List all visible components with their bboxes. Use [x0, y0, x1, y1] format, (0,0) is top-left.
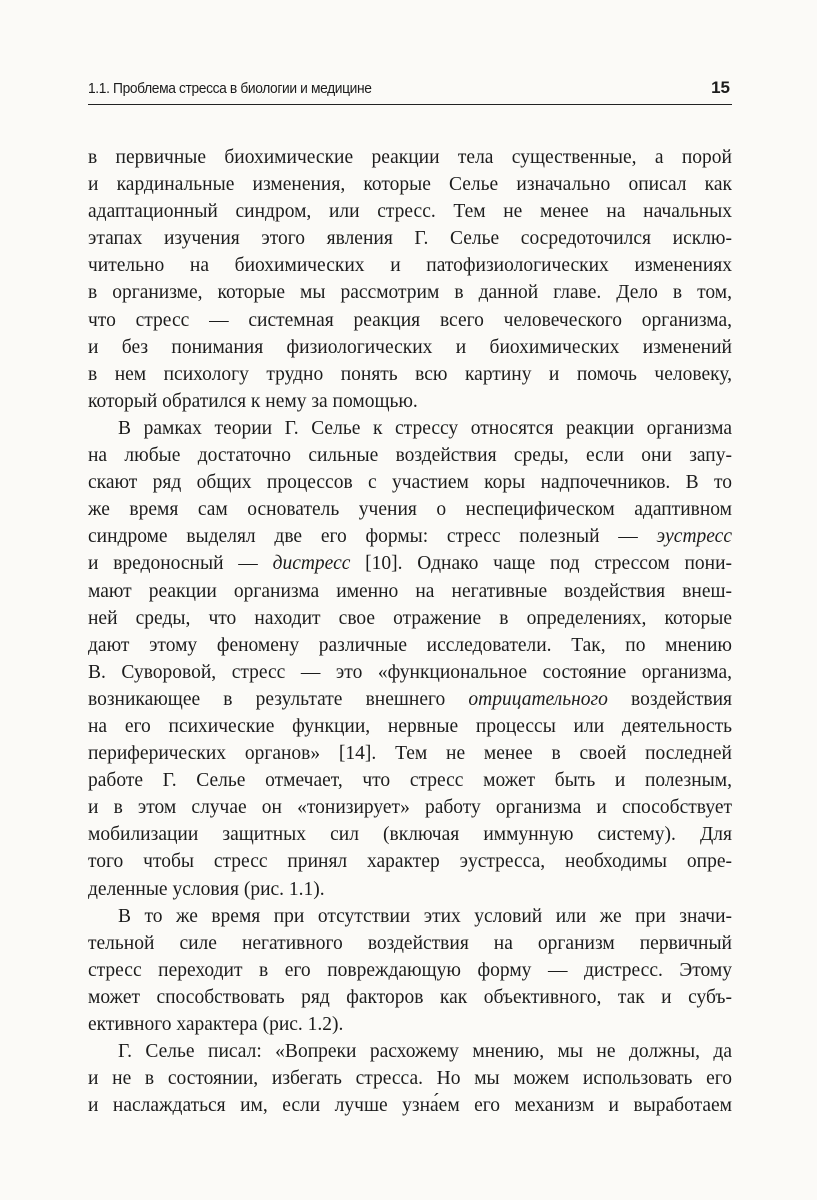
text-line: ней среды, что находит свое отражение в определениях, которые [88, 607, 732, 629]
text-line: может способствовать ряд факторов как объективного, так и субъ- [88, 986, 732, 1008]
text-line: тельной силе негативного воздействия на организм первичный [88, 932, 732, 954]
text-run: синдроме выделял две его формы: стресс полезный — [88, 526, 657, 548]
text-run: возникающее в результате внешнего [88, 688, 469, 710]
text-run: и вредоносный — [88, 553, 273, 575]
text-run: воздействия [607, 688, 732, 710]
text-line: деленные условия (рис. 1.1). [88, 878, 325, 900]
text-line: дают этому феномену различные исследователи. Так, по мнению [88, 634, 732, 656]
text-line: и без понимания физиологических и биохимических изменений [88, 336, 732, 358]
text-run: [10]. Однако чаще под стрессом пони- [350, 553, 733, 575]
text-line: ективного характера (рис. 1.2). [88, 1014, 344, 1035]
text-line: и наслаждаться им, если лучше узна́ем его механизм и выработаем [88, 1095, 732, 1117]
text-line: и кардинальные изменения, которые Селье изначально описал как [88, 174, 732, 196]
text-line: в организме, которые мы рассмотрим в данной главе. Дело в том, [88, 282, 732, 304]
text-line: в нем психологу трудно понять всю картину и помочь человеку, [88, 363, 732, 385]
text-line: и в этом случае он «тонизирует» работу организма и способствует [88, 797, 732, 819]
page-number: 15 [711, 78, 730, 97]
text-line: В. Суворовой, стресс — это «функциональное состояние организма, [88, 661, 732, 683]
text-line: чительно на биохимических и патофизиологических изменениях [88, 255, 732, 277]
text-line: Г. Селье писал: «Вопреки расхожему мнению, мы не должны, да [118, 1041, 732, 1063]
text-line: скают ряд общих процессов с участием коры надпочечников. В то [88, 472, 732, 494]
text-line [88, 550, 732, 577]
text-line [88, 686, 732, 713]
text-line: адаптационный синдром, или стресс. Тем не менее на начальных [88, 201, 732, 223]
text-line: на его психические функции, нервные процессы или деятельность [88, 715, 732, 737]
italic-term: дистресс [272, 553, 351, 575]
text-line: же время сам основатель учения о неспецифическом адаптивном [88, 499, 732, 521]
text-line: периферических органов» [14]. Тем не менее в своей последней [88, 743, 732, 765]
text-line [88, 523, 732, 550]
running-head-title: 1.1. Проблема стресса в биологии и медицине [88, 80, 372, 97]
text-line: работе Г. Селье отмечает, что стресс может быть и полезным, [88, 770, 732, 792]
italic-term: эустресс [656, 526, 732, 548]
text-line: в первичные биохимические реакции тела существенные, а порой [88, 147, 732, 168]
body-text [88, 144, 732, 1119]
text-line: стресс переходит в его повреждающую форму — дистресс. Этому [88, 959, 732, 981]
text-line: В рамках теории Г. Селье к стрессу относятся реакции организма [118, 417, 732, 439]
text-line: того чтобы стресс принял характер эустресса, необходимы опре- [88, 851, 732, 873]
text-line: этапах изучения этого явления Г. Селье сосредоточился исклю- [88, 228, 732, 250]
text-line: который обратился к нему за помощью. [88, 390, 418, 412]
text-line: мают реакции организма именно на негативные воздействия внеш- [88, 580, 732, 602]
text-line: В то же время при отсутствии этих условий или же при значи- [118, 905, 732, 927]
text-line: и не в состоянии, избегать стресса. Но мы можем использовать его [88, 1068, 732, 1090]
italic-term: отрицательного [468, 688, 608, 710]
running-header [88, 74, 732, 105]
text-line: что стресс — системная реакция всего человеческого организма, [88, 309, 732, 331]
text-line: мобилизации защитных сил (включая иммунную систему). Для [88, 824, 732, 846]
text-line: на любые достаточно сильные воздействия среды, если они запу- [88, 445, 732, 467]
